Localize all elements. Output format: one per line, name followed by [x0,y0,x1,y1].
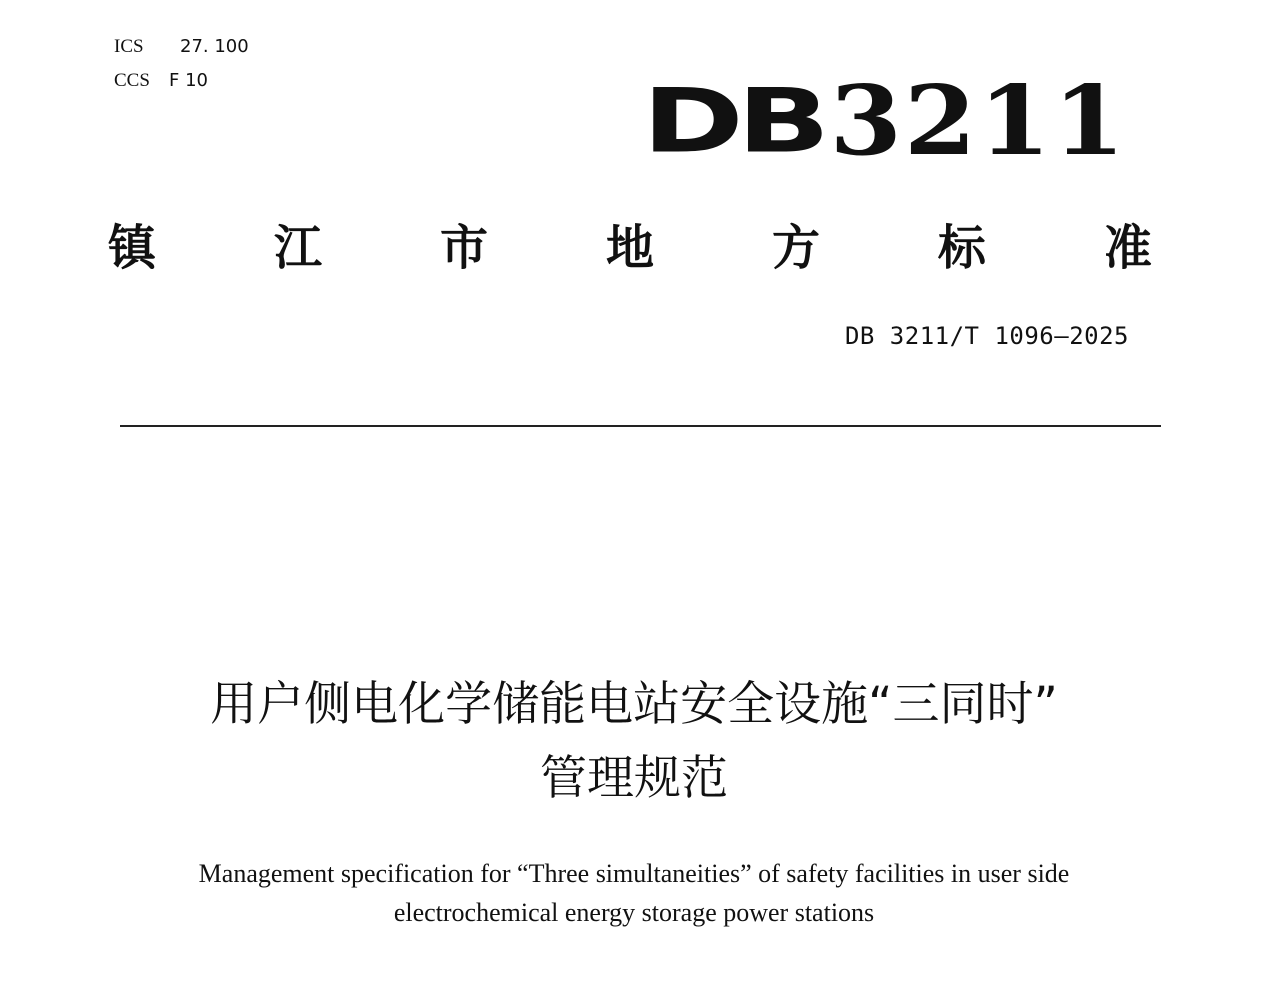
ccs-label: CCS [114,70,150,91]
ccs-code: F 10 [169,70,208,91]
authority-char: 江 [273,220,322,276]
authority-char: 标 [937,220,986,276]
header-divider [120,425,1161,427]
ics-code: 27. 100 [180,36,249,57]
classification-codes [114,30,249,98]
standard-number: DB 3211/T 1096—2025 [844,322,1129,350]
standard-mark-region-code: 3211 [829,63,1128,178]
standard-mark-prefix: DB [642,69,824,173]
ics-label: ICS [114,36,144,57]
english-title [100,854,1168,932]
ccs-row [114,64,249,98]
english-title-line-1: Management specification for “Three simultaneities” of safety facilities in user side [198,859,1070,888]
authority-char: 方 [771,220,820,276]
authority-char: 准 [1103,220,1152,276]
chinese-title-line-2: 管理规范 [540,751,728,806]
authority-char: 地 [605,220,654,276]
english-title-line-2: electrochemical energy storage power stations [393,898,875,927]
chinese-title [100,668,1168,816]
chinese-title-line-1: 用户侧电化学储能电站安全设施“三同时” [210,677,1058,732]
ics-row [114,30,249,64]
issuing-authority [108,212,1152,284]
standard-mark [642,62,1127,180]
authority-char: 市 [439,220,488,276]
authority-char: 镇 [108,220,157,276]
